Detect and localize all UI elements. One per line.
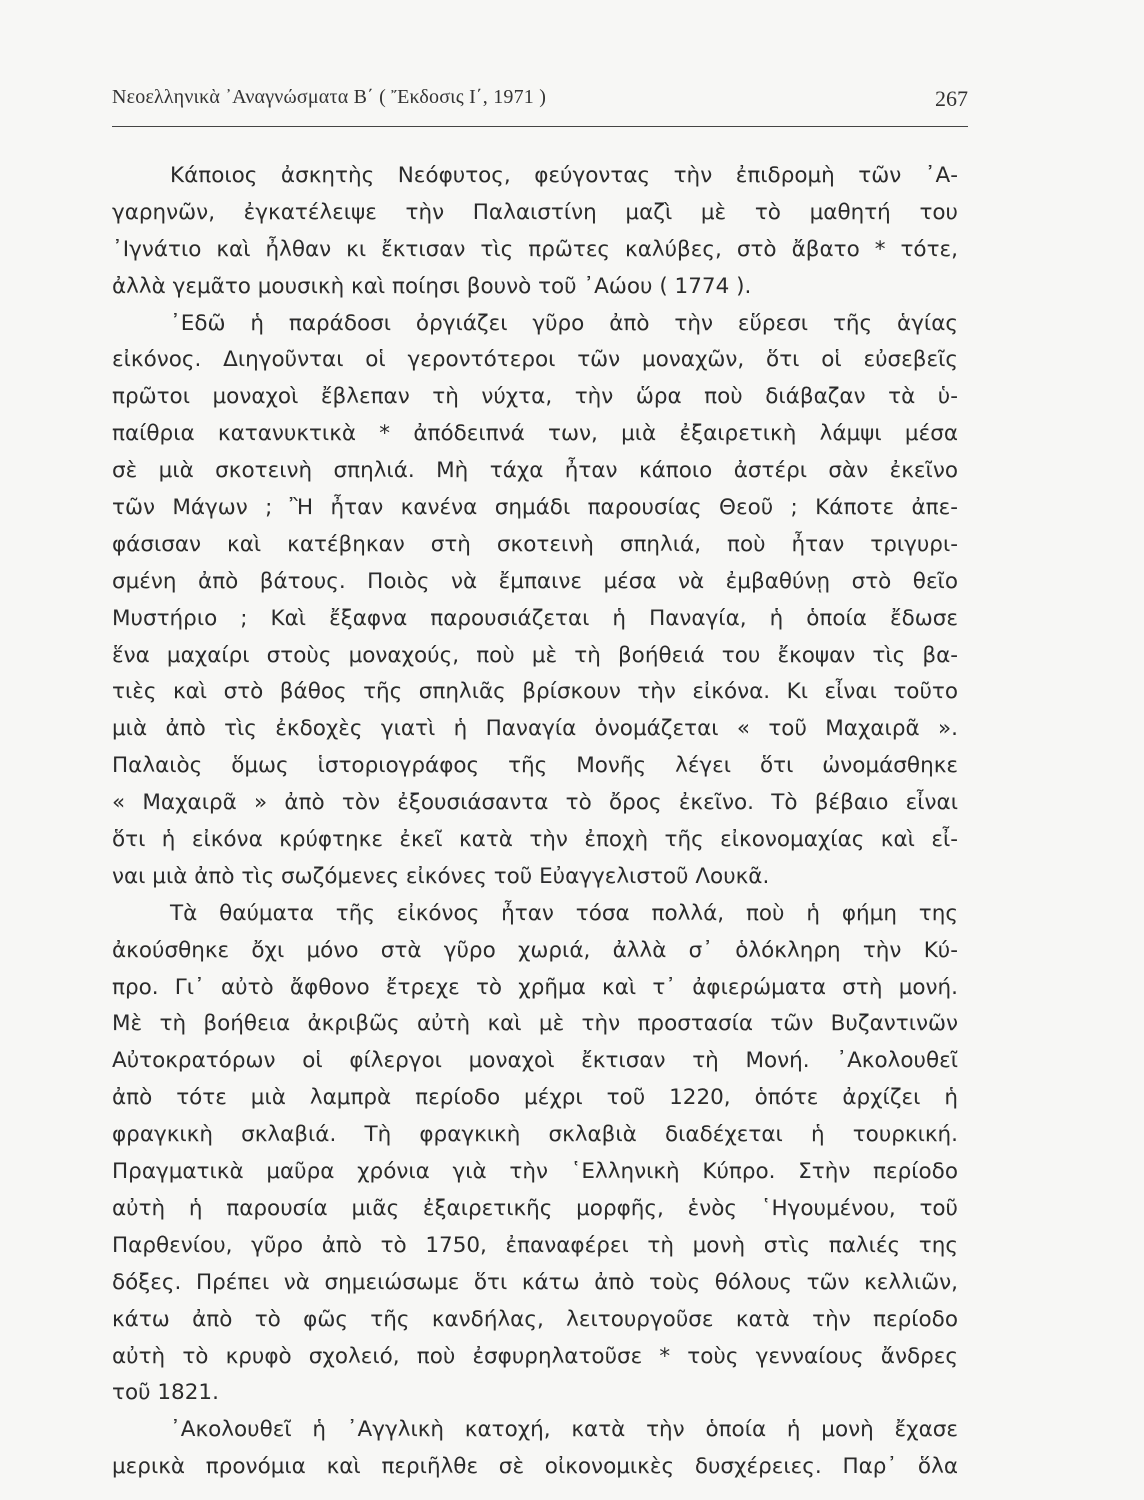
- running-head: [112, 86, 968, 116]
- body-text: [112, 158, 958, 1486]
- text-line: Παλαιὸς ὅμως ἱστοριογράφος τῆς Μονῆς λέγει ὅτι ὠνομάσθηκε: [112, 753, 958, 779]
- text-line: σὲ μιὰ σκοτεινὴ σπηλιά. Μὴ τάχα ἦταν κάποιο ἀστέρι σὰν ἐκεῖνο: [112, 458, 958, 484]
- text-line: Παρθενίου, γῦρο ἀπὸ τὸ 1750, ἐπαναφέρει τὴ μονὴ στὶς παλιές της: [112, 1232, 958, 1258]
- text-line: εἰκόνος. Διηγοῦνται οἱ γεροντότεροι τῶν μοναχῶν, ὅτι οἱ εὐσεβεῖς: [112, 347, 958, 373]
- text-line: αὐτὴ τὸ κρυφὸ σχολειό, ποὺ ἐσφυρηλατοῦσε * τοὺς γενναίους ἄνδρες: [112, 1343, 958, 1369]
- text-line: Αὐτοκρατόρων οἱ φίλεργοι μοναχοὶ ἔκτισαν τὴ Μονή. ᾿Ακολουθεῖ: [112, 1048, 958, 1074]
- text-line: ἕνα μαχαίρι στοὺς μοναχούς, ποὺ μὲ τὴ βοήθειά του ἔκοψαν τὶς βα-: [112, 642, 958, 668]
- header-rule: [112, 126, 968, 127]
- text-line: τιὲς καὶ στὸ βάθος τῆς σπηλιᾶς βρίσκουν τὴν εἰκόνα. Κι εἶναι τοῦτο: [112, 679, 958, 705]
- text-line: σμένη ἀπὸ βάτους. Ποιὸς νὰ ἔμπαινε μέσα νὰ ἐμβαθύνῃ στὸ θεῖο: [112, 568, 958, 594]
- text-line: φραγκικὴ σκλαβιά. Τὴ φραγκικὴ σκλαβιὰ διαδέχεται ἡ τουρκική.: [112, 1122, 958, 1148]
- text-line: μιὰ ἀπὸ τὶς ἐκδοχὲς γιατὶ ἡ Παναγία ὀνομάζεται « τοῦ Μαχαιρᾶ ».: [112, 716, 958, 742]
- text-line: Τὰ θαύματα τῆς εἰκόνος ἦταν τόσα πολλά, ποὺ ἡ φήμη της: [170, 900, 958, 926]
- text-line: Μυστήριο ; Καὶ ἔξαφνα παρουσιάζεται ἡ Παναγία, ἡ ὁποία ἔδωσε: [112, 605, 958, 631]
- text-line: προ. Γι᾿ αὐτὸ ἄφθονο ἔτρεχε τὸ χρῆμα καὶ τ᾿ ἀφιερώματα στὴ μονή.: [112, 974, 958, 1000]
- text-line: γαρηνῶν, ἐγκατέλειψε τὴν Παλαιστίνη μαζὶ μὲ τὸ μαθητή του: [112, 199, 958, 225]
- text-line: Πραγματικὰ μαῦρα χρόνια γιὰ τὴν ῾Ελληνικὴ Κύπρο. Στὴν περίοδο: [112, 1159, 958, 1185]
- text-line: ᾿Εδῶ ἡ παράδοσι ὀργιάζει γῦρο ἀπὸ τὴν εὕρεσι τῆς ἁγίας: [170, 310, 958, 336]
- text-line: τοῦ 1821.: [112, 1380, 219, 1406]
- text-line: φάσισαν καὶ κατέβηκαν στὴ σκοτεινὴ σπηλιά, ποὺ ἦταν τριγυρι-: [112, 531, 958, 557]
- text-line: « Μαχαιρᾶ » ἀπὸ τὸν ἐξουσιάσαντα τὸ ὄρος ἐκεῖνο. Τὸ βέβαιο εἶναι: [112, 790, 958, 816]
- text-line: δόξες. Πρέπει νὰ σημειώσωμε ὅτι κάτω ἀπὸ τοὺς θόλους τῶν κελλιῶν,: [112, 1269, 958, 1295]
- text-line: ἀλλὰ γεμᾶτο μουσικὴ καὶ ποίησι βουνὸ τοῦ ᾿Αώου ( 1774 ).: [112, 273, 752, 299]
- text-line: τῶν Μάγων ; Ἢ ἦταν κανένα σημάδι παρουσίας Θεοῦ ; Κάποτε ἀπε-: [112, 495, 958, 521]
- text-line: παίθρια κατανυκτικὰ * ἀπόδειπνά των, μιὰ ἐξαιρετικὴ λάμψι μέσα: [112, 421, 958, 447]
- text-line: αὐτὴ ἡ παρουσία μιᾶς ἐξαιρετικῆς μορφῆς, ἑνὸς ῾Ηγουμένου, τοῦ: [112, 1195, 958, 1221]
- text-line: Κάποιος ἀσκητὴς Νεόφυτος, φεύγοντας τὴν ἐπιδρομὴ τῶν ᾿Α-: [170, 163, 958, 188]
- text-line: κάτω ἀπὸ τὸ φῶς τῆς κανδήλας, λειτουργοῦσε κατὰ τὴν περίοδο: [112, 1306, 958, 1332]
- text-line: ᾿Ακολουθεῖ ἡ ᾿Αγγλικὴ κατοχή, κατὰ τὴν ὁποία ἡ μονὴ ἔχασε: [170, 1417, 958, 1443]
- text-line: πρῶτοι μοναχοὶ ἔβλεπαν τὴ νύχτα, τὴν ὥρα ποὺ διάβαζαν τὰ ὑ-: [112, 384, 958, 410]
- text-line: Μὲ τὴ βοήθεια ἀκριβῶς αὐτὴ καὶ μὲ τὴν προστασία τῶν Βυζαντινῶν: [112, 1011, 958, 1037]
- text-line: ναι μιὰ ἀπὸ τὶς σωζόμενες εἰκόνες τοῦ Εὐαγγελιστοῦ Λουκᾶ.: [112, 863, 770, 889]
- page-number: 267: [935, 86, 968, 111]
- running-head-title: Νεοελληνικὰ ᾿Αναγνώσματα Β΄ ( Ἔκδοσις Ι΄, 1971 ): [112, 86, 547, 108]
- text-line: ὅτι ἡ εἰκόνα κρύφτηκε ἐκεῖ κατὰ τὴν ἐποχὴ τῆς εἰκονομαχίας καὶ εἶ-: [112, 827, 958, 853]
- text-line: μερικὰ προνόμια καὶ περιῆλθε σὲ οἰκονομικὲς δυσχέρειες. Παρ᾿ ὅλα: [112, 1454, 958, 1480]
- text-line: ἀπὸ τότε μιὰ λαμπρὰ περίοδο μέχρι τοῦ 1220, ὁπότε ἀρχίζει ἡ: [112, 1085, 958, 1111]
- text-line: ᾿Ιγνάτιο καὶ ἦλθαν κι ἔκτισαν τὶς πρῶτες καλύβες, στὸ ἄβατο * τότε,: [112, 236, 958, 262]
- text-line: ἀκούσθηκε ὄχι μόνο στὰ γῦρο χωριά, ἀλλὰ σ᾿ ὁλόκληρη τὴν Κύ-: [112, 937, 958, 963]
